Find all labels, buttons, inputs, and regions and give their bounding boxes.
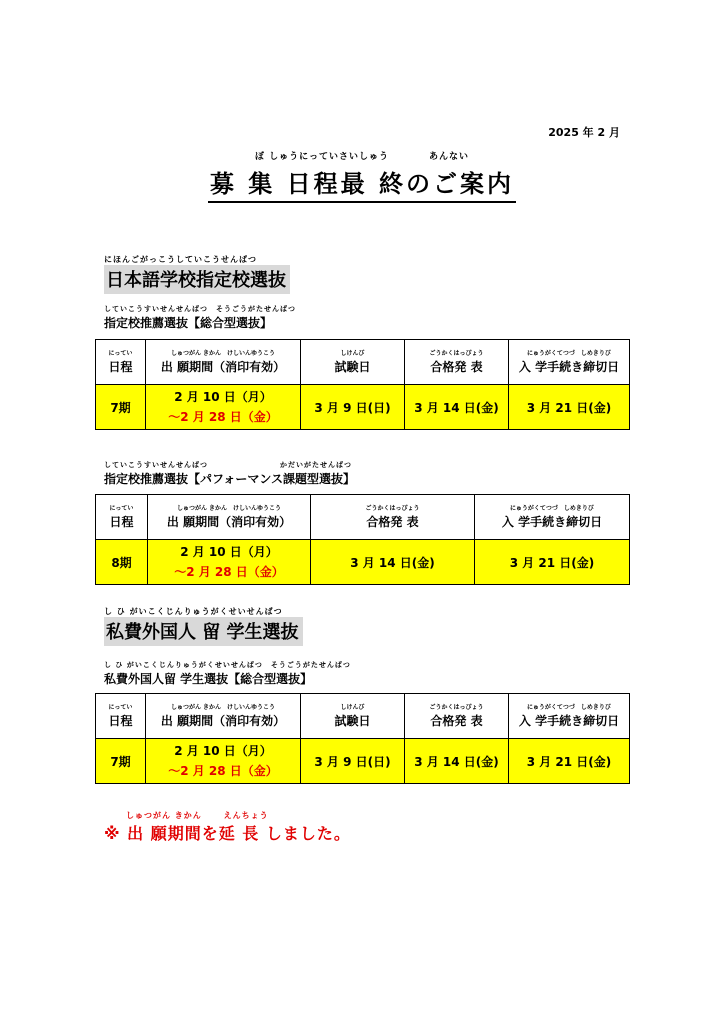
application-start: 2 月 10 日（月） bbox=[180, 545, 278, 559]
header-cell: にゅうがくてつづ しめきりび 入 学手続き締切日 bbox=[475, 495, 630, 540]
period-cell: 8期 bbox=[96, 540, 148, 585]
section-heading-designated-school bbox=[104, 254, 290, 294]
application-period-cell bbox=[148, 540, 311, 585]
header-cell: にゅうがくてつづ しめきりび 入 学手続き締切日 bbox=[509, 694, 630, 739]
subsection-label: 指定校推薦選抜【総合型選抜】 bbox=[104, 316, 273, 330]
application-end: ～2 月 28 日（金） bbox=[168, 764, 278, 778]
subsection-label: 私費外国人留 学生選抜【総合型選抜】 bbox=[104, 672, 313, 686]
header-cell: にってい 日程 bbox=[96, 340, 146, 385]
header-cell: ごうかくはっぴょう 合格発 表 bbox=[405, 694, 509, 739]
application-start: 2 月 10 日（月） bbox=[174, 744, 272, 758]
section-heading-private-international bbox=[104, 606, 303, 646]
application-period-cell bbox=[146, 739, 301, 784]
table-header-row bbox=[96, 495, 630, 540]
deadline-cell: 3 月 21 日(金) bbox=[509, 739, 630, 784]
deadline-cell: 3 月 21 日(金) bbox=[475, 540, 630, 585]
exam-date-cell: 3 月 9 日(日) bbox=[301, 739, 405, 784]
subsection-heading-international-comprehensive bbox=[104, 660, 351, 687]
header-cell: ごうかくはっぴょう 合格発 表 bbox=[405, 340, 509, 385]
table-header-row bbox=[96, 694, 630, 739]
subsection-ruby: し ひ がいこくじんりゅうがくせいせんばつ そうごうがたせんばつ bbox=[104, 661, 351, 669]
schedule-table-international-comprehensive bbox=[95, 693, 630, 784]
schedule-table-designated-comprehensive bbox=[95, 339, 630, 430]
application-start: 2 月 10 日（月） bbox=[174, 390, 272, 404]
exam-date-cell: 3 月 9 日(日) bbox=[301, 385, 405, 430]
note-text: ※ 出 願期間を延 長 しました。 bbox=[104, 824, 351, 843]
header-cell: ごうかくはっぴょう 合格発 表 bbox=[311, 495, 475, 540]
header-cell: にってい 日程 bbox=[96, 694, 146, 739]
extension-note bbox=[104, 810, 351, 844]
section-ruby: にほんごがっこうしていこうせんばつ bbox=[104, 255, 257, 264]
header-cell: しゅつがん きかん けしいんゆうこう 出 願期間（消印有効） bbox=[148, 495, 311, 540]
header-cell: しけんび 試験日 bbox=[301, 340, 405, 385]
table-row bbox=[96, 540, 630, 585]
subsection-heading-performance bbox=[104, 460, 355, 487]
subsection-heading-comprehensive bbox=[104, 304, 296, 331]
subsection-ruby: していこうすいせんせんばつ そうごうがたせんばつ bbox=[104, 305, 296, 313]
header-cell: しゅつがん きかん けしいんゆうこう 出 願期間（消印有効） bbox=[146, 694, 301, 739]
deadline-cell: 3 月 21 日(金) bbox=[509, 385, 630, 430]
section-ruby: し ひ がいこくじんりゅうがくせいせんばつ bbox=[104, 607, 283, 616]
application-period-cell bbox=[146, 385, 301, 430]
main-title: 募 集 日程最 終のご案内 bbox=[208, 164, 516, 203]
header-cell: にゅうがくてつづ しめきりび 入 学手続き締切日 bbox=[509, 340, 630, 385]
note-ruby: しゅつがん きかん えんちょう bbox=[126, 811, 269, 820]
header-cell: しけんび 試験日 bbox=[301, 694, 405, 739]
result-date-cell: 3 月 14 日(金) bbox=[405, 739, 509, 784]
main-title-block bbox=[0, 150, 724, 203]
subsection-label: 指定校推薦選抜【パフォーマンス課題型選抜】 bbox=[104, 472, 356, 486]
table-header-row bbox=[96, 340, 630, 385]
section-title: 私費外国人 留 学生選抜 bbox=[104, 617, 303, 646]
subsection-ruby: していこうすいせんせんばつ かだいがたせんばつ bbox=[104, 461, 352, 469]
application-end: ～2 月 28 日（金） bbox=[168, 410, 278, 424]
result-date-cell: 3 月 14 日(金) bbox=[405, 385, 509, 430]
document-date: 2025 年 2 月 bbox=[548, 126, 620, 139]
result-date-cell: 3 月 14 日(金) bbox=[311, 540, 475, 585]
main-title-ruby: ぼ しゅうにっていさいしゅう あんない bbox=[255, 152, 469, 162]
period-cell: 7期 bbox=[96, 739, 146, 784]
application-end: ～2 月 28 日（金） bbox=[174, 565, 284, 579]
section-title: 日本語学校指定校選抜 bbox=[104, 265, 290, 294]
period-cell: 7期 bbox=[96, 385, 146, 430]
header-cell: しゅつがん きかん けしいんゆうこう 出 願期間（消印有効） bbox=[146, 340, 301, 385]
header-cell: にってい 日程 bbox=[96, 495, 148, 540]
table-row bbox=[96, 739, 630, 784]
table-row bbox=[96, 385, 630, 430]
schedule-table-designated-performance bbox=[95, 494, 630, 585]
